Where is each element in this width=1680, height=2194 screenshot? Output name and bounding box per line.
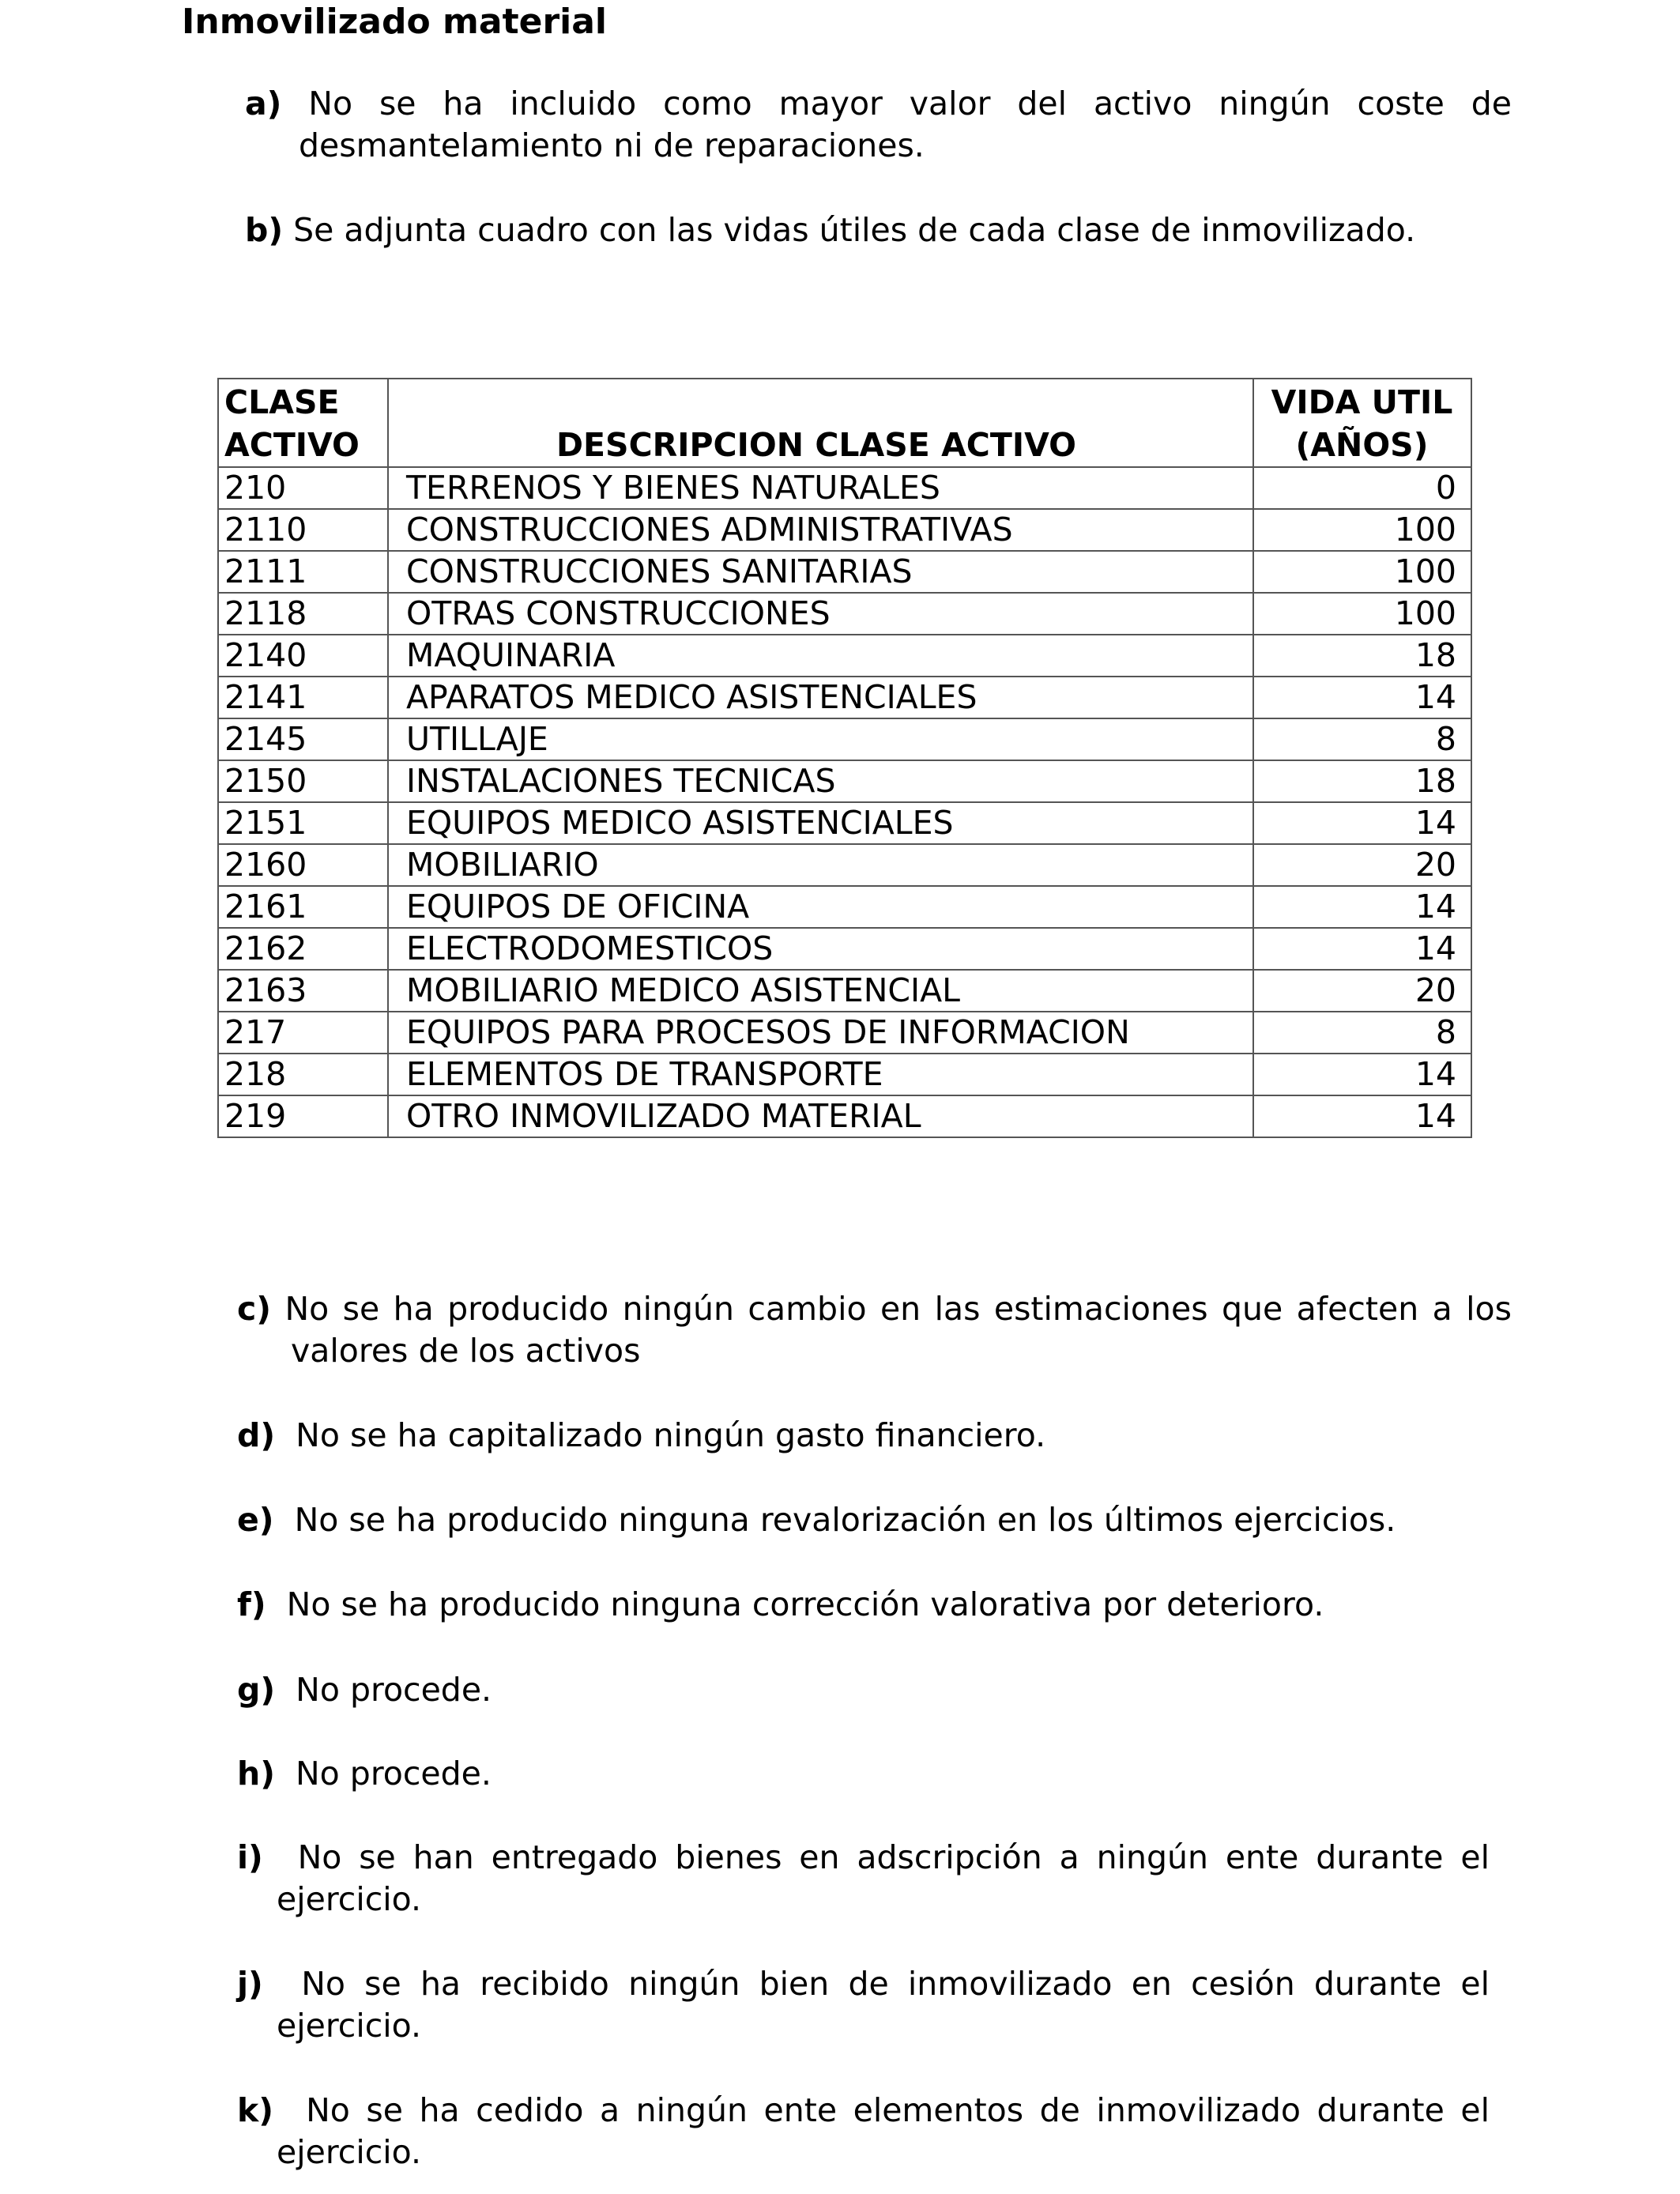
cell-asset-class: 2162 xyxy=(218,928,388,970)
header-asset-class-line2: ACTIVO xyxy=(224,426,360,464)
paragraph-a xyxy=(245,83,1512,167)
paragraph-e-label: e) xyxy=(237,1501,274,1539)
paragraph-f-text: No se ha producido ninguna corrección valorativa por deterioro. xyxy=(286,1585,1324,1623)
cell-description: EQUIPOS MEDICO ASISTENCIALES xyxy=(388,802,1253,844)
table-row xyxy=(218,551,1471,593)
paragraph-b-label: b) xyxy=(245,211,284,249)
cell-description: INSTALACIONES TECNICAS xyxy=(388,760,1253,802)
paragraph-j-label: j) xyxy=(237,1965,263,2003)
cell-description: MOBILIARIO MEDICO ASISTENCIAL xyxy=(388,970,1253,1012)
cell-useful-life: 8 xyxy=(1253,718,1471,760)
table-row xyxy=(218,718,1471,760)
table-row xyxy=(218,844,1471,886)
cell-useful-life: 18 xyxy=(1253,760,1471,802)
cell-asset-class: 2111 xyxy=(218,551,388,593)
cell-asset-class: 218 xyxy=(218,1054,388,1095)
cell-useful-life: 0 xyxy=(1253,467,1471,509)
cell-useful-life: 14 xyxy=(1253,1095,1471,1137)
cell-description: CONSTRUCCIONES ADMINISTRATIVAS xyxy=(388,509,1253,551)
cell-description: MOBILIARIO xyxy=(388,844,1253,886)
table-row xyxy=(218,886,1471,928)
cell-asset-class: 2140 xyxy=(218,635,388,677)
cell-asset-class: 2110 xyxy=(218,509,388,551)
header-useful-life-line2: (AÑOS) xyxy=(1295,426,1429,464)
header-asset-class-line1: CLASE xyxy=(224,383,340,421)
paragraph-a-label: a) xyxy=(245,85,282,123)
table-row xyxy=(218,467,1471,509)
paragraph-c-label: c) xyxy=(237,1290,272,1328)
cell-description: EQUIPOS DE OFICINA xyxy=(388,886,1253,928)
header-description: DESCRIPCION CLASE ACTIVO xyxy=(388,379,1253,467)
cell-description: ELECTRODOMESTICOS xyxy=(388,928,1253,970)
cell-description: OTRAS CONSTRUCCIONES xyxy=(388,593,1253,635)
cell-description: OTRO INMOVILIZADO MATERIAL xyxy=(388,1095,1253,1137)
header-useful-life-line1: VIDA UTIL xyxy=(1271,383,1453,421)
cell-description: EQUIPOS PARA PROCESOS DE INFORMACION xyxy=(388,1012,1253,1054)
paragraph-e xyxy=(237,1499,1450,1541)
cell-description: ELEMENTOS DE TRANSPORTE xyxy=(388,1054,1253,1095)
cell-asset-class: 2141 xyxy=(218,677,388,718)
table-row xyxy=(218,593,1471,635)
paragraph-j xyxy=(237,1963,1490,2047)
paragraph-j-text: No se ha recibido ningún bien de inmovilizado en cesión durante el ejercicio. xyxy=(277,1965,1490,2045)
table-row xyxy=(218,509,1471,551)
paragraph-g-label: g) xyxy=(237,1671,276,1709)
paragraph-h xyxy=(237,1753,1450,1795)
table-row xyxy=(218,928,1471,970)
cell-description: TERRENOS Y BIENES NATURALES xyxy=(388,467,1253,509)
cell-useful-life: 20 xyxy=(1253,844,1471,886)
paragraph-i-label: i) xyxy=(237,1838,263,1876)
paragraph-i-text: No se han entregado bienes en adscripción a ningún ente durante el ejercicio. xyxy=(277,1838,1490,1918)
page-title: Inmovilizado material xyxy=(182,2,608,42)
paragraph-e-text: No se ha producido ninguna revalorización en los últimos ejercicios. xyxy=(294,1501,1396,1539)
cell-asset-class: 217 xyxy=(218,1012,388,1054)
cell-asset-class: 2160 xyxy=(218,844,388,886)
paragraph-k xyxy=(237,2090,1490,2173)
cell-useful-life: 14 xyxy=(1253,677,1471,718)
paragraph-c xyxy=(237,1288,1512,1372)
paragraph-f-label: f) xyxy=(237,1585,266,1623)
paragraph-a-text: No se ha incluido como mayor valor del activo ningún coste de desmantelamiento ni de reparaciones. xyxy=(299,85,1512,164)
cell-useful-life: 14 xyxy=(1253,1054,1471,1095)
cell-description: MAQUINARIA xyxy=(388,635,1253,677)
cell-asset-class: 2150 xyxy=(218,760,388,802)
cell-asset-class: 2145 xyxy=(218,718,388,760)
cell-useful-life: 100 xyxy=(1253,593,1471,635)
cell-useful-life: 20 xyxy=(1253,970,1471,1012)
table-body xyxy=(218,467,1471,1137)
cell-asset-class: 2163 xyxy=(218,970,388,1012)
paragraph-c-text: No se ha producido ningún cambio en las estimaciones que afecten a los valores de los activos xyxy=(284,1290,1512,1370)
table-row xyxy=(218,635,1471,677)
table-row xyxy=(218,1095,1471,1137)
paragraph-h-text: No procede. xyxy=(296,1755,492,1793)
cell-asset-class: 2118 xyxy=(218,593,388,635)
useful-life-table xyxy=(217,378,1472,1138)
cell-useful-life: 14 xyxy=(1253,802,1471,844)
table-row xyxy=(218,677,1471,718)
table-row xyxy=(218,760,1471,802)
cell-useful-life: 8 xyxy=(1253,1012,1471,1054)
paragraph-b xyxy=(245,209,1512,251)
paragraph-d xyxy=(237,1415,1450,1457)
table-row xyxy=(218,1012,1471,1054)
cell-description: CONSTRUCCIONES SANITARIAS xyxy=(388,551,1253,593)
paragraph-d-label: d) xyxy=(237,1416,276,1454)
paragraph-g-text: No procede. xyxy=(296,1671,492,1709)
cell-asset-class: 2151 xyxy=(218,802,388,844)
header-asset-class xyxy=(218,379,388,467)
cell-asset-class: 219 xyxy=(218,1095,388,1137)
table-row xyxy=(218,970,1471,1012)
table-header-row xyxy=(218,379,1471,467)
header-useful-life xyxy=(1253,379,1471,467)
paragraph-d-text: No se ha capitalizado ningún gasto financiero. xyxy=(296,1416,1046,1454)
paragraph-k-label: k) xyxy=(237,2091,274,2129)
cell-useful-life: 100 xyxy=(1253,551,1471,593)
paragraph-k-text: No se ha cedido a ningún ente elementos de inmovilizado durante el ejercicio. xyxy=(277,2091,1490,2171)
paragraph-f xyxy=(237,1584,1450,1626)
paragraph-h-label: h) xyxy=(237,1755,275,1793)
cell-asset-class: 210 xyxy=(218,467,388,509)
cell-useful-life: 100 xyxy=(1253,509,1471,551)
paragraph-i xyxy=(237,1837,1490,1921)
cell-useful-life: 18 xyxy=(1253,635,1471,677)
cell-description: APARATOS MEDICO ASISTENCIALES xyxy=(388,677,1253,718)
paragraph-g xyxy=(237,1669,1450,1711)
table-row xyxy=(218,1054,1471,1095)
cell-description: UTILLAJE xyxy=(388,718,1253,760)
cell-useful-life: 14 xyxy=(1253,886,1471,928)
cell-useful-life: 14 xyxy=(1253,928,1471,970)
cell-asset-class: 2161 xyxy=(218,886,388,928)
table-row xyxy=(218,802,1471,844)
paragraph-b-text: Se adjunta cuadro con las vidas útiles de cada clase de inmovilizado. xyxy=(293,211,1416,249)
